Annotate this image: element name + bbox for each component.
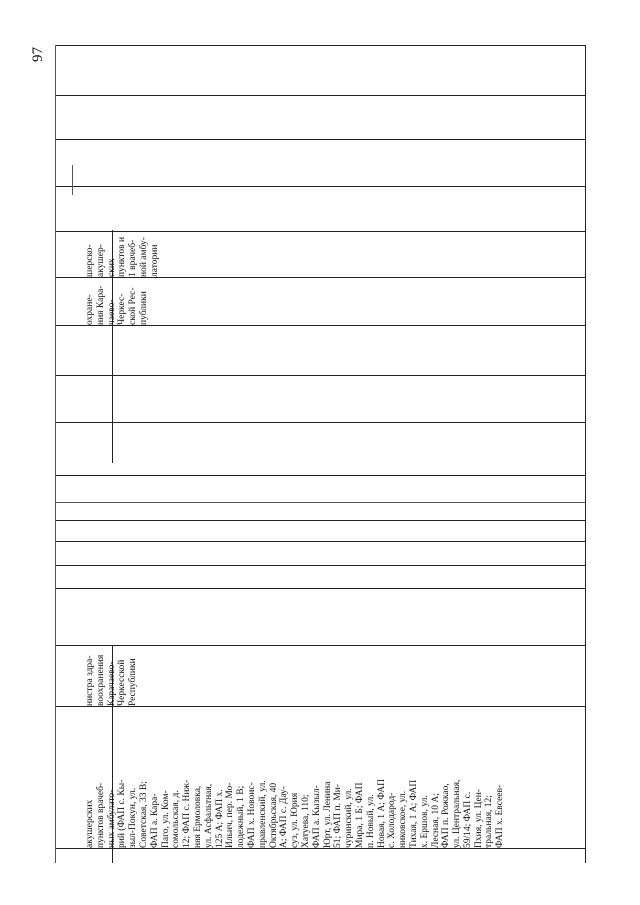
row-line	[55, 588, 586, 589]
row-line	[55, 375, 586, 376]
row-line	[55, 520, 586, 521]
lower-ministry-text: нистра здра- воохранения Карачаево- Черкесской Республики	[85, 654, 139, 706]
row-line	[55, 422, 586, 423]
upper-organization-text: шерско- акушер- ских пунктов и 1 врачеб- ной амбу- латории	[85, 236, 160, 277]
row-line	[55, 502, 586, 503]
row-line	[55, 541, 586, 542]
row-line	[55, 475, 586, 476]
row-line	[55, 848, 586, 849]
row-line	[55, 277, 586, 278]
row-line	[55, 565, 586, 566]
row-line	[55, 186, 586, 187]
column-line	[55, 45, 56, 863]
row-line	[55, 95, 586, 96]
row-line	[55, 231, 586, 232]
row-line	[55, 645, 586, 646]
row-line	[55, 325, 586, 326]
upper-ministry-text: охране- ния Кара- чаево- Черкес- ской Рес- публики	[85, 285, 149, 325]
row-line	[55, 706, 586, 707]
page-number: 97	[30, 47, 46, 62]
column-line	[585, 45, 586, 863]
row-line	[55, 45, 586, 46]
column-line	[72, 165, 73, 195]
data-table	[55, 45, 586, 863]
row-line	[55, 139, 586, 140]
lower-list-text: акушерских пунктов врачеб- ных амбулато- рий (ФАП с. Кы- зыл-Покун, ул. Советская, 33 В; ФАП а. Кара- Паго, ул. Ком- сомольская, д. 12; ФАП с. Ниж- няя Ермоловка, ул. Асфальтная, 125 А; ФАП х. Ильич, пер. Мо- лодежный, 1 В; ФАП х. Новоис- правленский, ул. Октябрьская, 40 А; ФАП с. Дау- суз, ул. Юрия Хатуева, 110; ФАП а. Кызыл- Юрт, ул. Ленина 51; ФАП п. Ми- чуринский, ул. Мира, 1 Б; ФАП п. Новый, ул. Новая, 1 А; ФАП с. Холодарод- никовское, ул. Тихая, 1 А; ФАП х. Ершов, ул. Лесная, 10 А; ФАП п. Рожкао, ул. Центральная, 59/14; ФАП с. Пхия, ул. Цен- тральная, 12; ФАП х. Евсеев-	[85, 779, 506, 848]
